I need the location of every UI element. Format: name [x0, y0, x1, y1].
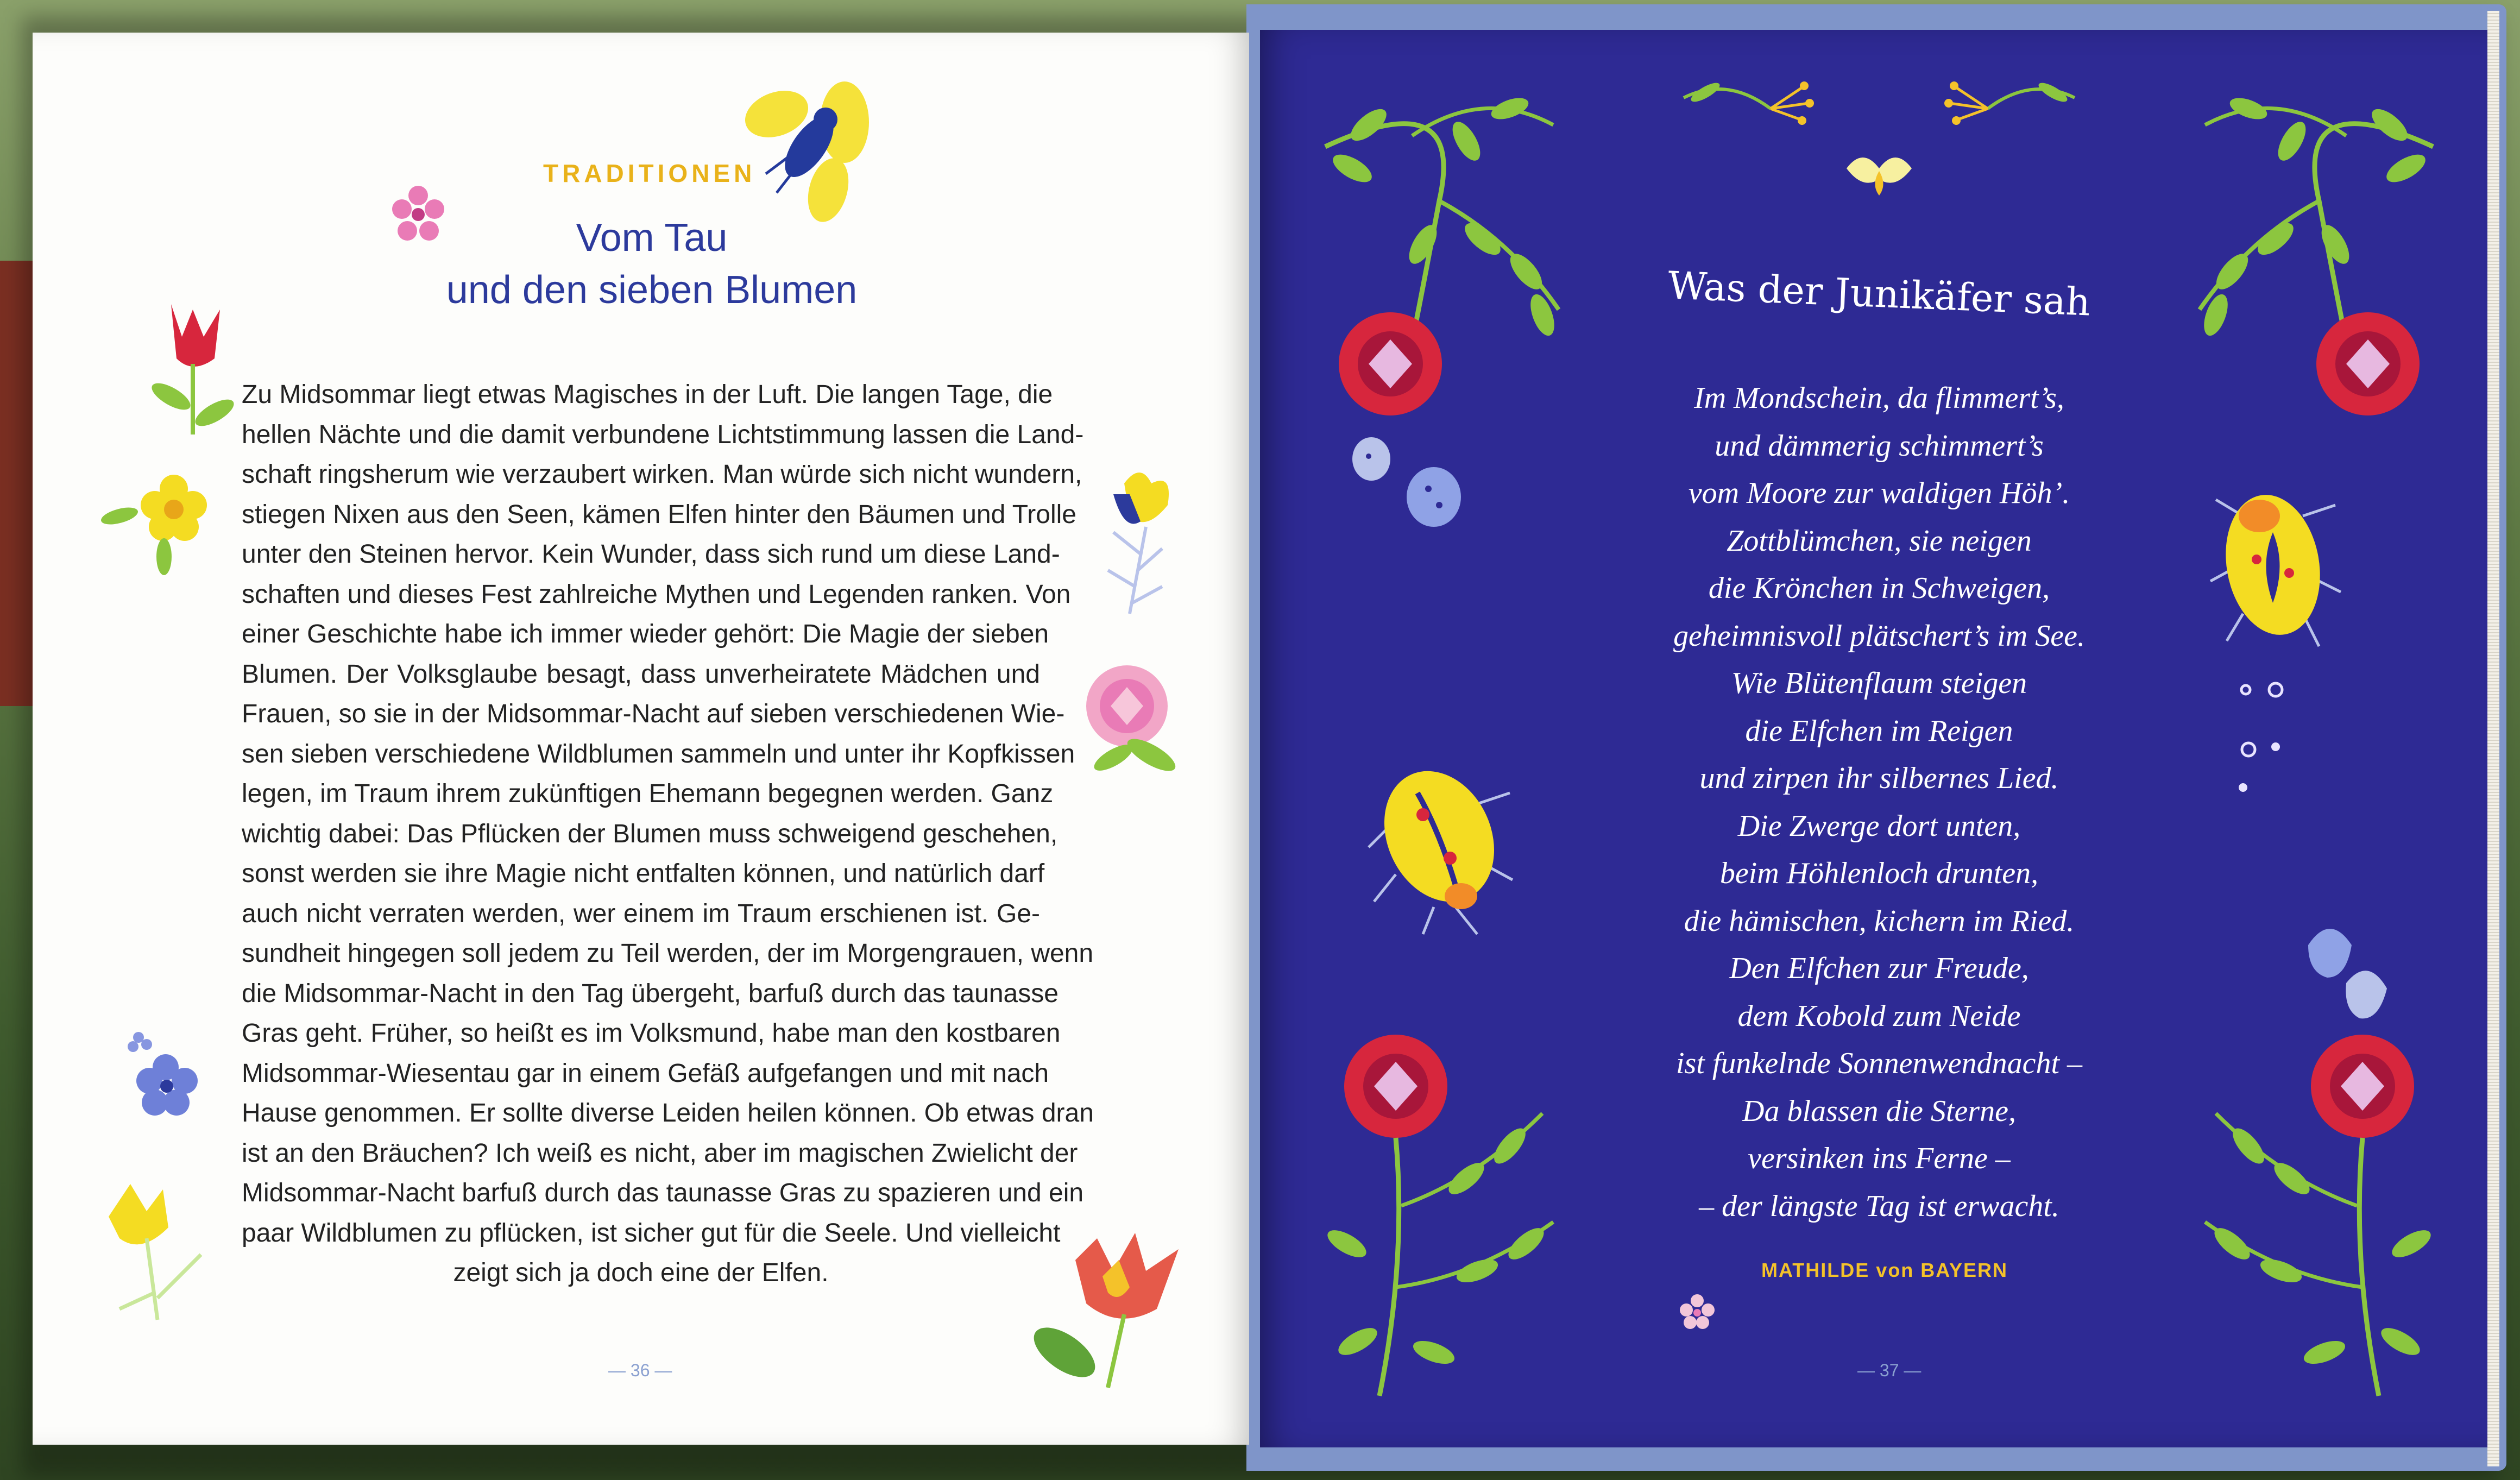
body-line: Blumen. Der Volksglaube besagt, dass unverheiratete Mädchen und	[242, 659, 1040, 689]
pink-flower-icon	[388, 185, 448, 250]
title-line-1: Vom Tau	[576, 216, 728, 260]
poem-line: dem Kobold zum Neide	[1737, 999, 2021, 1033]
dots-icon	[2238, 679, 2314, 798]
page-number-left: — 36 —	[608, 1361, 672, 1380]
yellow-bell-flower-icon	[98, 1179, 217, 1325]
daisy-icon	[98, 467, 223, 576]
page-number-right: — 37 —	[1857, 1361, 1922, 1380]
poem-line: Wie Blütenflaum steigen	[1731, 666, 2027, 700]
poem-line: Zottblümchen, sie neigen	[1727, 524, 2032, 558]
poem-line: geheimnisvoll plätschert’s im See.	[1673, 619, 2085, 653]
vine-bottom-right-icon	[2162, 1016, 2444, 1407]
poem-line: versinken ins Ferne –	[1748, 1142, 2011, 1175]
tulip-icon	[138, 299, 236, 440]
poem-line: Die Zwerge dort unten,	[1737, 809, 2021, 843]
sprig-ornament-icon	[1662, 54, 2096, 206]
title-line-2: und den sieben Blumen	[446, 268, 858, 312]
body-line: die Midsommar-Nacht in den Tag übergeht, barfuß durch das taunasse	[242, 979, 1059, 1008]
body-line: legen, im Traum ihrem zukünftigen Ehemann begegnen werden. Ganz	[242, 779, 1054, 808]
poem-title: Was der Junikäfer sah	[1667, 263, 2091, 325]
page-edges	[2487, 11, 2499, 1466]
body-line: wichtig dabei: Das Pflücken der Blumen muss schweigend geschehen,	[242, 819, 1058, 848]
red-tulip-icon	[1021, 1227, 1200, 1390]
poem-line: beim Höhlenloch drunten,	[1719, 856, 2039, 890]
body-line: schaften und dieses Fest zahlreiche Mythen und Legenden ranken. Von	[242, 580, 1071, 609]
vine-bottom-left-icon	[1314, 1016, 1597, 1407]
body-line: unter den Steinen hervor. Kein Wunder, dass sich rund um diese Land-	[242, 540, 1060, 569]
poem-line: Den Elfchen zur Freude,	[1729, 952, 2029, 985]
pebble-shapes-icon	[1347, 434, 1466, 532]
vine-top-right-icon	[2118, 60, 2455, 396]
poem-line: Da blassen die Sterne,	[1742, 1094, 2016, 1128]
bluebell-shapes-icon	[2297, 912, 2395, 1026]
poem-line: und dämmerig schimmert’s	[1715, 429, 2044, 463]
bee-icon	[744, 76, 874, 223]
rose-icon	[1081, 663, 1184, 788]
poem-line: die hämischen, kichern im Ried.	[1684, 904, 2075, 938]
poem-line: ist funkelnde Sonnenwendnacht –	[1675, 1047, 2083, 1080]
poem-line: Im Mondschein, da flimmert’s,	[1694, 381, 2064, 415]
body-line: ist an den Bräuchen? Ich weiß es nicht, aber im magischen Zwielicht der	[242, 1138, 1078, 1168]
article-body	[242, 375, 1094, 1293]
blue-blossom-icon	[1081, 462, 1189, 625]
body-line: Hause genommen. Er sollte diverse Leiden heilen können. Ob etwas dran	[242, 1099, 1094, 1128]
section-kicker: TRADITIONEN	[543, 159, 756, 187]
tiny-flower-icon	[1678, 1293, 1716, 1331]
body-line: Midsommar-Nacht barfuß durch das taunasse Gras zu spazieren und ein	[242, 1179, 1084, 1207]
poem-line: – der längste Tag ist erwacht.	[1699, 1189, 2059, 1223]
body-line: sonst werden sie ihre Magie nicht entfalten können, und natürlich darf	[242, 859, 1045, 888]
body-line: sundheit hingegen soll jedem zu Teil werden, der im Morgengrauen, wenn	[242, 939, 1094, 968]
poem-line: die Elfchen im Reigen	[1745, 714, 2013, 748]
body-line: Midsommar-Wiesentau gar in einem Gefäß aufgefangen und mit nach	[242, 1059, 1049, 1088]
poem-line: die Krönchen in Schweigen,	[1708, 571, 2050, 605]
forget-me-not-icon	[122, 1029, 209, 1138]
beetle-right-icon	[2205, 456, 2346, 663]
body-line: Zu Midsommar liegt etwas Magisches in der Luft. Die langen Tage, die	[242, 380, 1053, 409]
body-line: zeigt sich ja doch eine der Elfen.	[453, 1258, 829, 1287]
body-line: einer Geschichte habe ich immer wieder gehört: Die Magie der sieben	[242, 620, 1049, 648]
poem-body	[1618, 375, 2140, 1230]
poem-author: MATHILDE von BAYERN	[1761, 1259, 2008, 1281]
body-line: schaft ringsherum wie verzaubert wirken. Man würde sich nicht wundern,	[242, 460, 1082, 489]
body-line: sen sieben verschiedene Wildblumen sammeln und unter ihr Kopfkissen	[242, 739, 1075, 769]
vine-top-left-icon	[1303, 60, 1640, 396]
poem-line: vom Moore zur waldigen Höh’.	[1688, 476, 2070, 510]
beetle-left-icon	[1358, 744, 1521, 940]
body-line: hellen Nächte und die damit verbundene Lichtstimmung lassen die Land-	[242, 420, 1084, 449]
poem-line: und zirpen ihr silbernes Lied.	[1699, 761, 2059, 795]
body-line: auch nicht verraten werden, wer einem im Traum erschienen ist. Ge-	[242, 899, 1040, 928]
body-line: Gras geht. Früher, so heißt es im Volksmund, habe man den kostbaren	[242, 1019, 1061, 1048]
body-line: paar Wildblumen zu pflücken, ist sicher gut für die Seele. Und vielleicht	[242, 1218, 1061, 1248]
body-line: stiegen Nixen aus den Seen, kämen Elfen hinter den Bäumen und Trolle	[242, 500, 1076, 529]
body-line: Frauen, so sie in der Midsommar-Nacht auf sieben verschiedenen Wie-	[242, 700, 1065, 728]
